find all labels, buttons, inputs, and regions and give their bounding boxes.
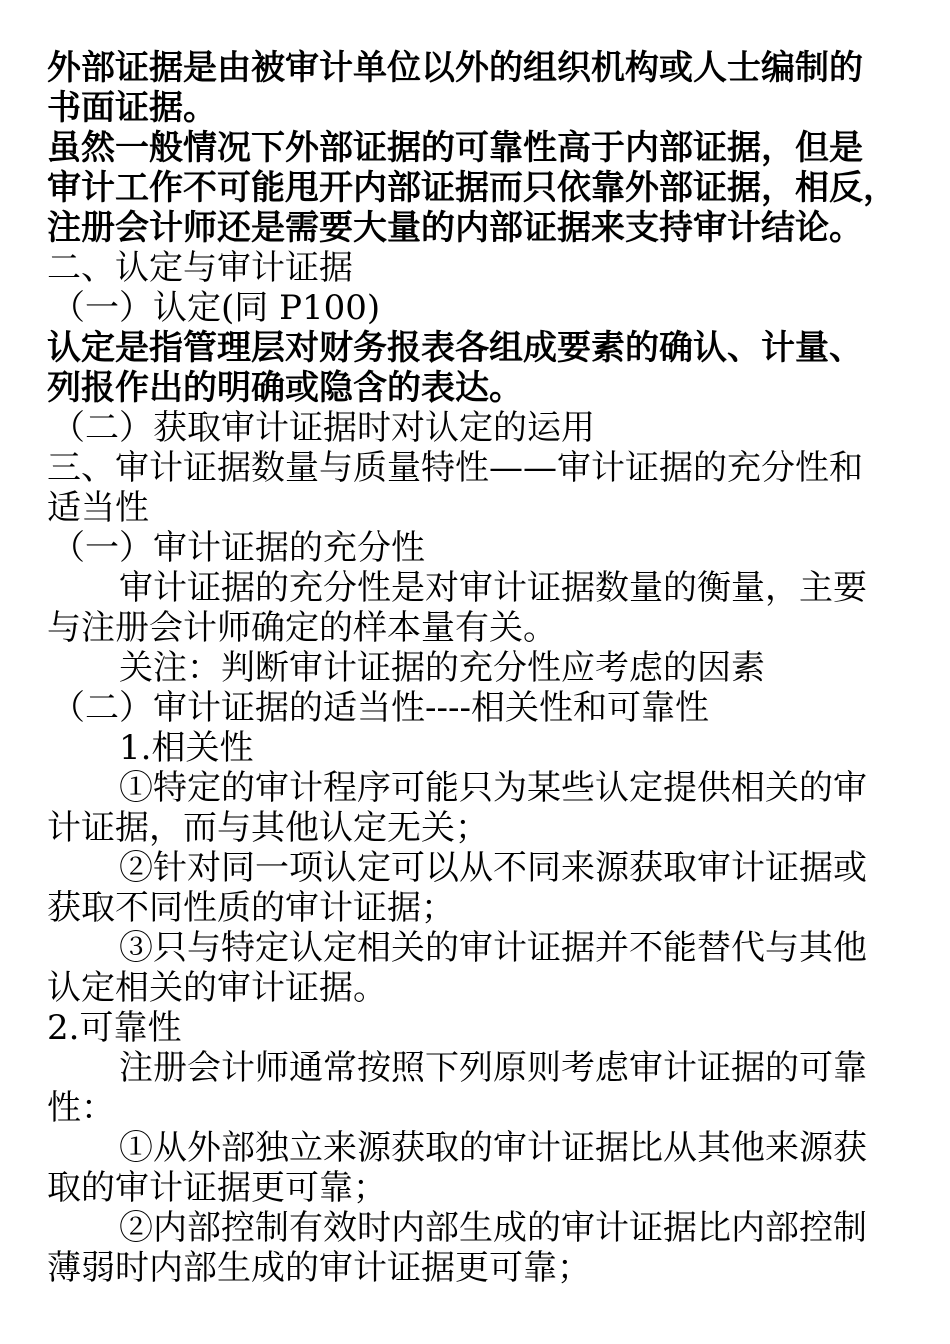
text-line: 书面证据。	[47, 88, 217, 128]
note-line: 关注：判断审计证据的充分性应考虑的因素	[119, 648, 765, 688]
list-item-cont: 取的审计证据更可靠；	[47, 1168, 387, 1208]
document-page	[47, 48, 909, 1288]
item-heading: 1.相关性	[119, 728, 254, 768]
list-item-cont: 获取不同性质的审计证据；	[47, 888, 455, 928]
text-line: 注册会计师还是需要大量的内部证据来支持审计结论。	[47, 208, 863, 248]
subsection-heading: （一）审计证据的充分性	[51, 528, 425, 568]
text-line: 列报作出的明确或隐含的表达。	[47, 368, 523, 408]
text-line: 与注册会计师确定的样本量有关。	[47, 608, 557, 648]
subsection-heading: （二）审计证据的适当性----相关性和可靠性	[51, 688, 709, 728]
section-heading: 二、认定与审计证据	[47, 248, 353, 288]
list-item-cont: 计证据，而与其他认定无关；	[47, 808, 489, 848]
text-line: 外部证据是由被审计单位以外的组织机构或人士编制的	[47, 48, 863, 88]
item-heading: 2.可靠性	[47, 1008, 182, 1048]
list-item: ①特定的审计程序可能只为某些认定提供相关的审	[119, 768, 867, 808]
list-item-cont: 认定相关的审计证据。	[47, 968, 387, 1008]
list-item: ②针对同一项认定可以从不同来源获取审计证据或	[119, 848, 867, 888]
text-line: 认定是指管理层对财务报表各组成要素的确认、计量、	[47, 328, 863, 368]
list-item: ①从外部独立来源获取的审计证据比从其他来源获	[119, 1128, 867, 1168]
text-line: 审计工作不可能甩开内部证据而只依靠外部证据，相反，	[47, 168, 897, 208]
list-item: ③只与特定认定相关的审计证据并不能替代与其他	[119, 928, 867, 968]
text-line: 性：	[47, 1088, 115, 1128]
text-line: 审计证据的充分性是对审计证据数量的衡量，主要	[119, 568, 867, 608]
text-line: 注册会计师通常按照下列原则考虑审计证据的可靠	[119, 1048, 867, 1088]
list-item-cont: 薄弱时内部生成的审计证据更可靠；	[47, 1248, 591, 1288]
subsection-heading: （一）认定(同 P100)	[51, 288, 381, 328]
section-heading-cont: 适当性	[47, 488, 149, 528]
subsection-heading: （二）获取审计证据时对认定的运用	[51, 408, 595, 448]
list-item: ②内部控制有效时内部生成的审计证据比内部控制	[119, 1208, 867, 1248]
section-heading: 三、审计证据数量与质量特性——审计证据的充分性和	[47, 448, 863, 488]
text-line: 虽然一般情况下外部证据的可靠性高于内部证据，但是	[47, 128, 863, 168]
